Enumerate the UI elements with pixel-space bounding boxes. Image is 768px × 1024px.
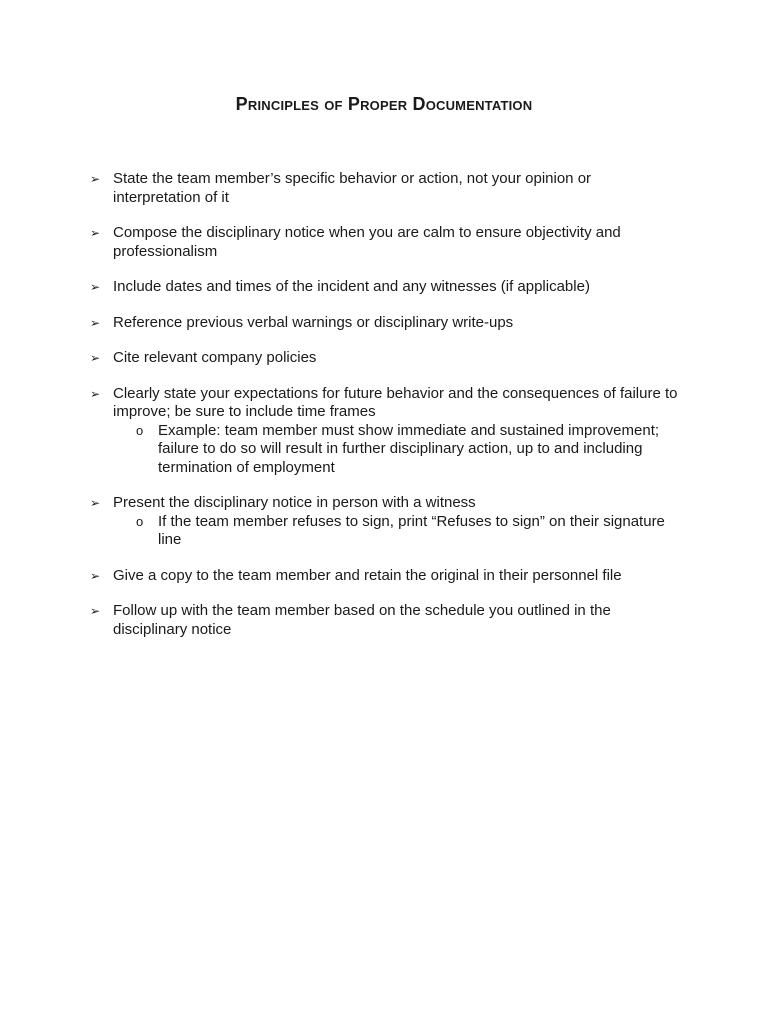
list-item-text: Clearly state your expectations for future behavior and the consequences of failure to improve; be sure to include time frames <box>113 384 678 420</box>
arrow-bullet-icon: ➢ <box>90 386 101 401</box>
list-item-text: Reference previous verbal warnings or disciplinary write-ups <box>113 313 514 331</box>
sub-list <box>113 513 680 550</box>
list-item-text: Follow up with the team member based on the schedule you outlined in the disciplinary notice <box>113 602 611 638</box>
sub-list-item-text: Example: team member must show immediate and sustained improvement; failure to do so will result in further disciplinary action, up to and including termination of employment <box>158 421 660 476</box>
list-item-text: State the team member’s specific behavior or action, not your opinion or interpretation of it <box>113 170 592 206</box>
arrow-bullet-icon: ➢ <box>90 315 101 330</box>
sub-list-item <box>136 513 680 550</box>
list-item-text: Present the disciplinary notice in person with a witness <box>113 494 476 511</box>
list-item <box>90 385 680 478</box>
arrow-bullet-icon: ➢ <box>90 351 101 365</box>
arrow-bullet-icon: ➢ <box>90 172 101 186</box>
list-item <box>90 170 680 207</box>
sub-list <box>113 422 680 478</box>
list-item <box>90 278 680 297</box>
list-item-text: Include dates and times of the incident and any witnesses (if applicable) <box>113 278 590 295</box>
circle-bullet-icon: o <box>136 422 144 438</box>
list-item-text: Compose the disciplinary notice when you are calm to ensure objectivity and professionalism <box>113 224 621 260</box>
arrow-bullet-icon: ➢ <box>90 226 101 240</box>
list-item-text: Give a copy to the team member and retain the original in their personnel file <box>113 566 622 584</box>
circle-bullet-icon: o <box>136 513 144 529</box>
arrow-bullet-icon: ➢ <box>90 568 101 583</box>
arrow-bullet-icon: ➢ <box>90 280 101 294</box>
list-item <box>90 567 680 586</box>
list-item <box>90 349 680 368</box>
list-item <box>90 224 680 261</box>
list-item <box>90 602 680 639</box>
arrow-bullet-icon: ➢ <box>90 604 101 618</box>
list-item <box>90 494 680 550</box>
arrow-bullet-icon: ➢ <box>90 496 101 510</box>
principles-list <box>90 170 680 656</box>
sub-list-item-text: If the team member refuses to sign, print “Refuses to sign” on their signature line <box>158 512 665 548</box>
sub-list-item <box>136 422 680 478</box>
list-item <box>90 314 680 333</box>
document-title: Principles of Proper Documentation <box>235 94 533 114</box>
list-item-text: Cite relevant company policies <box>113 349 317 366</box>
